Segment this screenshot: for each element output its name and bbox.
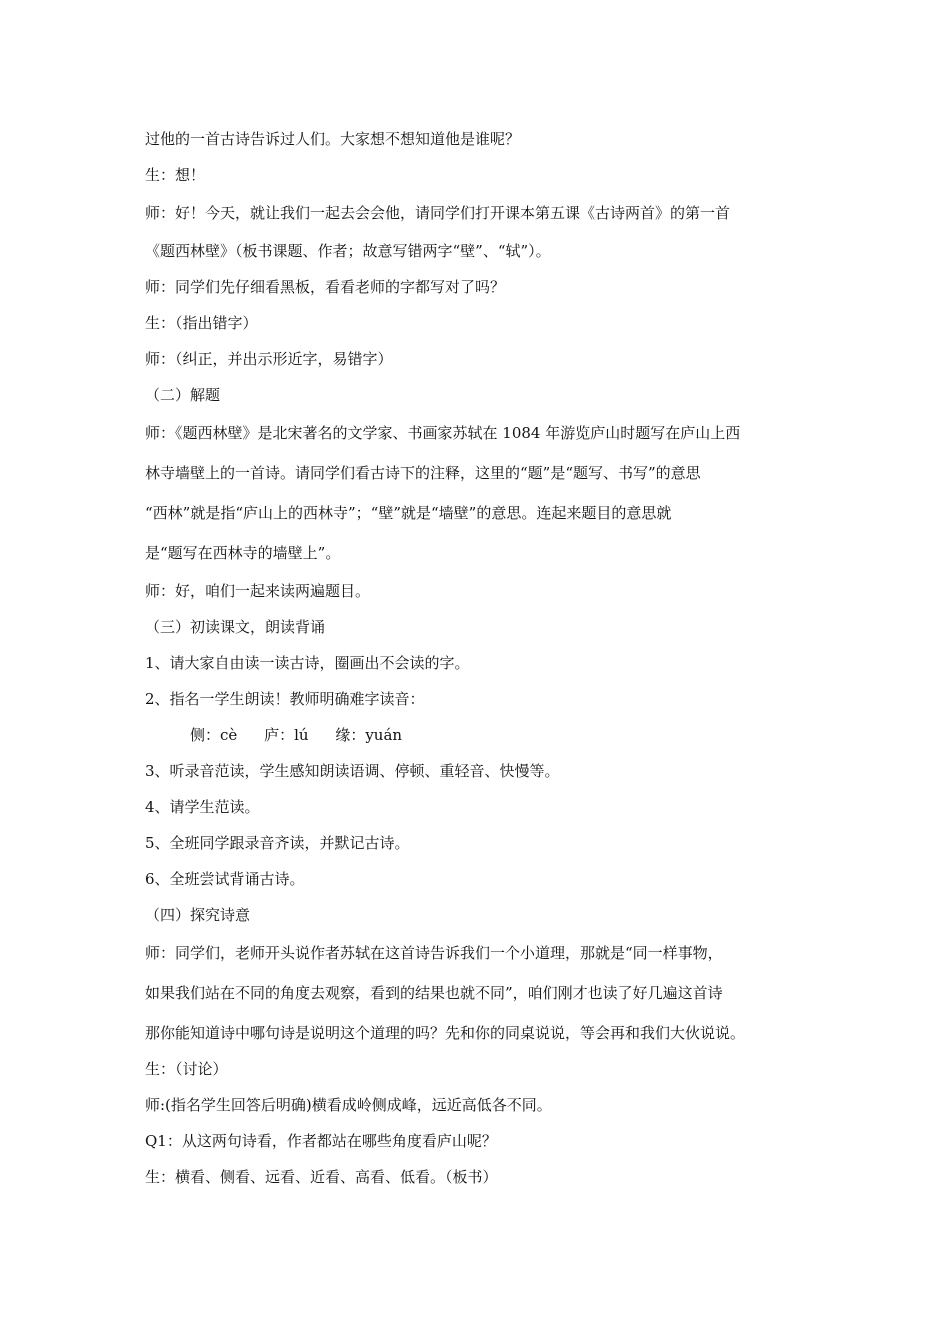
text-line: 师：（纠正，并出示形近字，易错字）	[145, 350, 393, 368]
pinyin-item: 侧：cè	[190, 726, 238, 744]
pinyin-item: 庐：lú	[264, 726, 309, 744]
text-line: 那你能知道诗中哪句诗是说明这个道理的吗？先和你的同桌说说，等会再和我们大伙说说。	[145, 1024, 746, 1042]
section-heading: （四）探究诗意	[145, 906, 251, 924]
text-line: 如果我们站在不同的角度去观察，看到的结果也就不同”，咱们刚才也读了好几遍这首诗	[145, 984, 723, 1002]
pinyin-item: 缘：yuán	[335, 726, 403, 744]
text-line: 师:(指名学生回答后明确)横看成岭侧成峰，远近高低各不同。	[145, 1096, 552, 1114]
text-line: 师：好！今天，就让我们一起去会会他，请同学们打开课本第五课《古诗两首》的第一首	[145, 204, 731, 222]
text-line: 师：好，咱们一起来读两遍题目。	[145, 582, 371, 600]
text-line: 过他的一首古诗告诉过人们。大家想不想知道他是谁呢？	[145, 130, 521, 148]
list-item: 4、请学生范读。	[145, 798, 260, 816]
text-line: 生：想！	[145, 166, 206, 184]
text-line: 师：同学们先仔细看黑板，看看老师的字都写对了吗？	[145, 278, 506, 296]
text-line: 是“题写在西林寺的墙壁上”。	[145, 544, 341, 562]
text-line: 林寺墙壁上的一首诗。请同学们看古诗下的注释，这里的“题”是“题写、书写”的意思	[145, 464, 701, 482]
text-line: “西林”就是指“庐山上的西林寺”；“壁”就是“墙壁”的意思。连起来题目的意思就	[145, 504, 672, 522]
list-item: 1、请大家自由读一读古诗，圈画出不会读的字。	[145, 654, 470, 672]
list-item: 6、全班尝试背诵古诗。	[145, 870, 305, 888]
text-line: 师：《题西林壁》是北宋著名的文学家、书画家苏轼在 1084 年游览庐山时题写在庐山上西	[145, 424, 741, 442]
list-item: 3、听录音范读，学生感知朗读语调、停顿、重轻音、快慢等。	[145, 762, 560, 780]
list-item: 5、全班同学跟录音齐读，并默记古诗。	[145, 834, 410, 852]
text-line: 生：（指出错字）	[145, 314, 258, 332]
text-line: 《题西林壁》（板书课题、作者；故意写错两字“壁”、“轼”）。	[145, 242, 551, 260]
list-item: 2、指名一学生朗读！教师明确难字读音：	[145, 690, 425, 708]
text-line: 生：横看、侧看、远看、近看、高看、低看。（板书）	[145, 1168, 498, 1186]
section-heading: （三）初读课文，朗读背诵	[145, 618, 326, 636]
pinyin-row	[190, 724, 855, 746]
text-line: Q1：从这两句诗看，作者都站在哪些角度看庐山呢？	[145, 1132, 497, 1150]
section-heading: （二）解题	[145, 386, 221, 404]
text-line: 师：同学们，老师开头说作者苏轼在这首诗告诉我们一个小道理，那就是“同一样事物，	[145, 944, 723, 962]
text-line: 生：（讨论）	[145, 1060, 228, 1078]
